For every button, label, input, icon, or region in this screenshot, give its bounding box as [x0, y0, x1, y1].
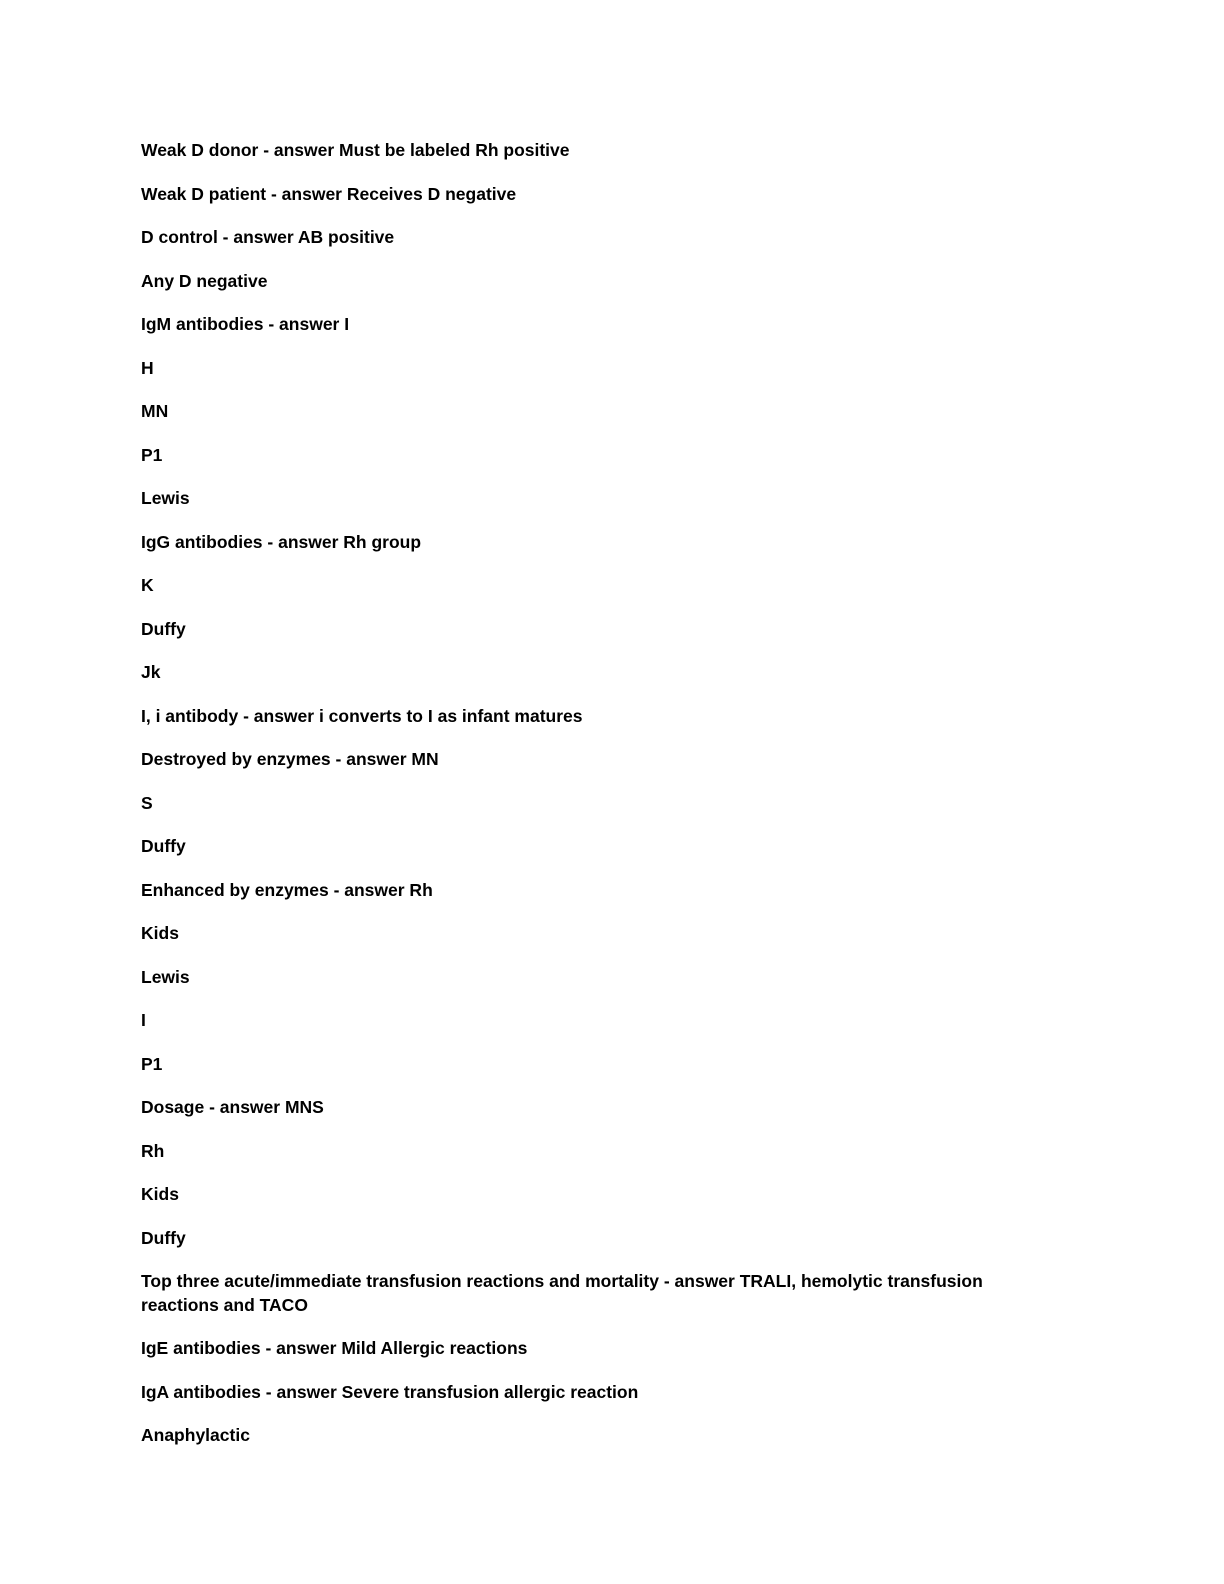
text-line: Jk [141, 662, 161, 682]
text-line: Kids [141, 1184, 179, 1204]
text-line: MN [141, 401, 169, 421]
text-line: Duffy [141, 618, 186, 639]
text-line: Kids [141, 923, 179, 943]
text-line: I [141, 1010, 146, 1030]
text-line: Anaphylactic [141, 1425, 250, 1445]
text-block [141, 139, 1021, 1468]
text-line: Enhanced by enzymes - answer Rh [141, 879, 433, 900]
text-line: H [141, 357, 154, 378]
text-line: Dosage - answer MNS [141, 1097, 324, 1117]
text-line: IgA antibodies - answer Severe transfusion allergic reaction [141, 1381, 639, 1402]
text-line: D control - answer AB positive [141, 227, 395, 247]
text-line: Lewis [141, 966, 190, 987]
text-line: IgM antibodies - answer I [141, 314, 350, 334]
text-line: Rh [141, 1140, 165, 1161]
text-line: IgG antibodies - answer Rh group [141, 531, 422, 552]
text-line: IgE antibodies - answer Mild Allergic reactions [141, 1338, 528, 1358]
text-line: S [141, 792, 153, 813]
text-line: Duffy [141, 1227, 186, 1248]
text-line: I, i antibody - answer i converts to I as infant matures [141, 705, 583, 726]
text-line: Top three acute/immediate transfusion reactions and mortality - answer TRALI, hemolytic transfusion reactions and TACO [141, 1271, 983, 1315]
text-line: Weak D patient - answer Receives D negative [141, 183, 517, 204]
text-line: Weak D donor - answer Must be labeled Rh positive [141, 140, 570, 160]
text-line: Lewis [141, 488, 190, 508]
text-line: P1 [141, 444, 163, 465]
text-line: P1 [141, 1053, 163, 1074]
text-line: Any D negative [141, 270, 268, 291]
text-line: Duffy [141, 836, 186, 856]
text-line: Destroyed by enzymes - answer MN [141, 749, 439, 769]
text-line: K [141, 575, 154, 595]
